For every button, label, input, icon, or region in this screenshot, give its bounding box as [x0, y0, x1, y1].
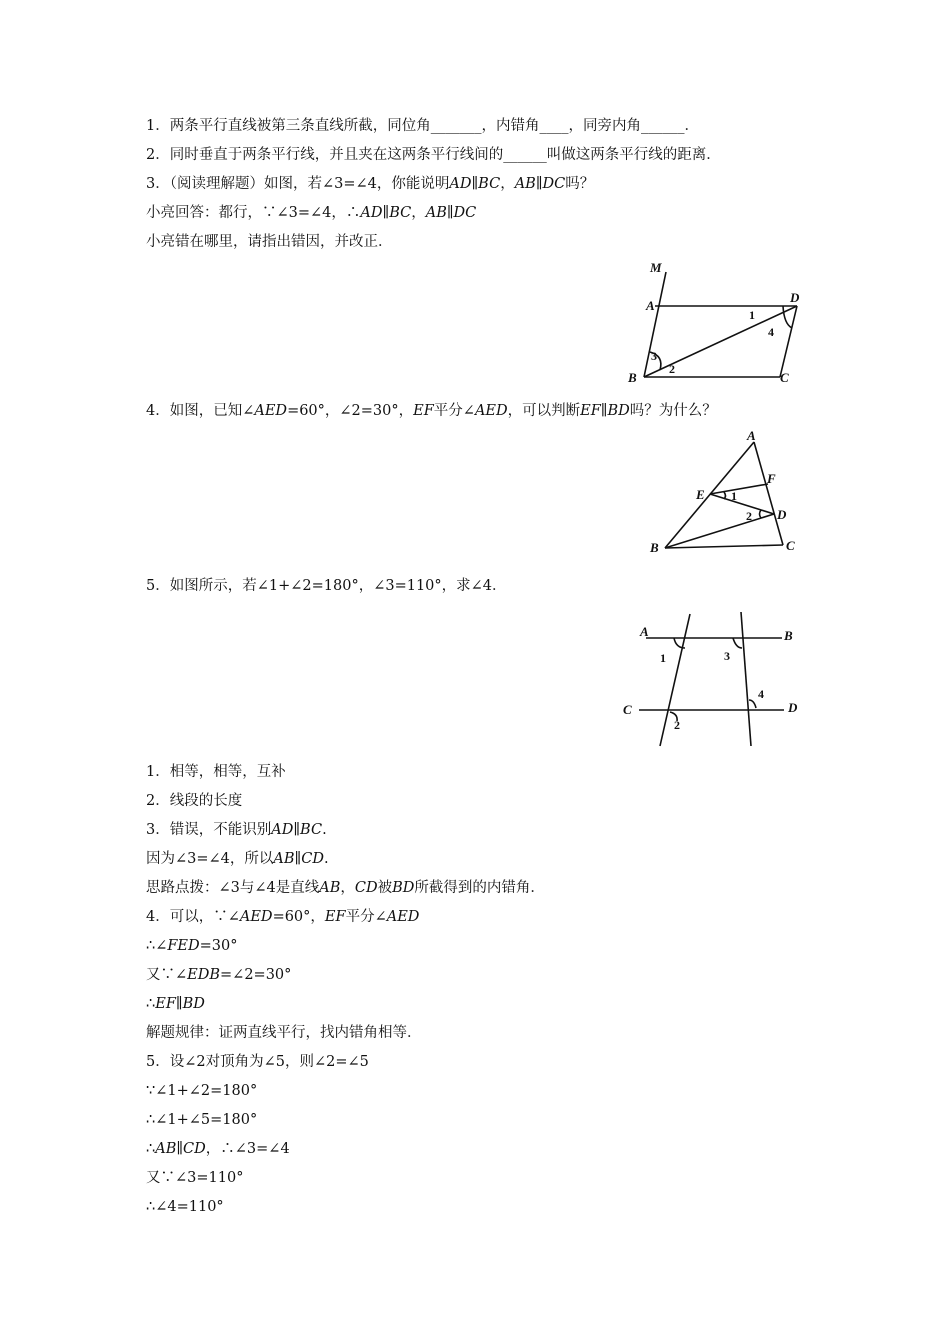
answer-1: 1．相等，相等，互补: [146, 764, 286, 780]
fig3-label-a: A: [640, 624, 649, 639]
q4-prefix: 4．如图，已知∠: [146, 403, 255, 419]
question-3: [146, 174, 594, 194]
fig3-label-c: C: [623, 702, 632, 717]
q3-sep: ，: [500, 176, 515, 192]
q4-mid1: =60°，∠2=30°，: [287, 403, 414, 419]
q3-suffix: 吗？: [565, 176, 595, 192]
a4-4-prefix: ∴: [146, 996, 156, 1012]
answer-5-line-2: ∵∠1+∠2=180°: [146, 1083, 258, 1099]
q3-prefix: 3．（阅读理解题）如图，若∠3=∠4，你能说明: [146, 176, 450, 192]
fig1-angle-3: 3: [651, 349, 657, 363]
a3-2-prefix: 因为∠3=∠4，所以: [146, 851, 274, 867]
a4-4-ef-bd: EF∥BD: [155, 996, 205, 1012]
fig2-angle-2: 2: [746, 509, 752, 523]
q4-mid3: ，可以判断: [507, 403, 581, 419]
answer-4-line-3: [146, 965, 291, 985]
q4-ef-bd: EF∥BD: [580, 403, 630, 419]
answer-2: 2．线段的长度: [146, 793, 243, 809]
a3-1-prefix: 3．错误，不能识别: [146, 822, 272, 838]
a3-3-prefix: 思路点拨：∠3与∠4是直线: [146, 880, 320, 896]
fig1-angle-1: 1: [749, 308, 755, 322]
fig1-angle-2: 2: [669, 362, 675, 376]
fig3-label-b: B: [784, 628, 793, 643]
fig1-line-dc: [780, 306, 797, 377]
fig2-label-e: E: [696, 487, 705, 502]
fig1-label-b: B: [628, 370, 637, 385]
question-2: 2．同时垂直于两条平行线，并且夹在这两条平行线间的______叫做这两条平行线的距离．: [146, 147, 721, 163]
a5-4-ab-cd: AB∥CD: [155, 1141, 206, 1157]
q3a-ab-dc: AB∥DC: [425, 205, 477, 221]
q3a-sep: ，: [411, 205, 426, 221]
question-4: [146, 401, 717, 421]
q3-ad-bc: AD∥BC: [449, 176, 501, 192]
question-3-answer: [146, 203, 476, 223]
a3-1-ad-bc: AD∥BC: [271, 822, 323, 838]
fig3-angle-1: 1: [660, 651, 666, 665]
a4-3-edb: EDB: [187, 967, 221, 983]
fig2-label-c: C: [786, 538, 795, 553]
fig3-angle-3: 3: [724, 649, 730, 663]
a3-1-suffix: .: [322, 822, 327, 838]
fig1-label-a: A: [646, 298, 655, 313]
q3a-ad-bc: AD∥BC: [360, 205, 412, 221]
fig1-angle-4: 4: [768, 325, 774, 339]
q3-ab-dc: AB∥DC: [514, 176, 566, 192]
figure-3: [618, 608, 818, 753]
fig2-line-ac: [754, 442, 783, 545]
a5-4-suffix: ，∴∠3=∠4: [205, 1141, 290, 1157]
q4-suffix: 吗？为什么？: [629, 403, 717, 419]
fig1-label-c: C: [780, 370, 789, 385]
fig2-line-bc: [665, 545, 783, 548]
answer-3-line-1: [146, 820, 327, 840]
a4-2-prefix: ∴∠: [146, 938, 168, 954]
a3-3-cd: CD: [354, 880, 378, 896]
a3-2-suffix: .: [323, 851, 329, 867]
fig2-angle-arc-2: [760, 510, 762, 518]
a3-3-ab: AB: [319, 880, 341, 896]
fig1-label-d: D: [790, 290, 800, 305]
a4-1-prefix: 4．可以，∵∠: [146, 909, 240, 925]
question-3-task: 小亮错在哪里，请指出错因，并改正．: [146, 234, 393, 250]
q3a-prefix: 小亮回答：都行，∵∠3=∠4，∴: [146, 205, 361, 221]
q4-mid2: 平分∠: [433, 403, 475, 419]
fig2-label-f: F: [767, 471, 776, 486]
answer-4-line-4: [146, 994, 205, 1014]
answer-5-line-1: 5．设∠2对顶角为∠5，则∠2=∠5: [146, 1054, 369, 1070]
fig2-line-bd: [665, 514, 774, 548]
a4-2-fed: FED: [167, 938, 200, 954]
q4-aed2: AED: [474, 403, 508, 419]
a3-3-bd: BD: [392, 880, 415, 896]
a3-3-mid: 被: [377, 880, 393, 896]
q4-ef: EF: [413, 403, 434, 419]
fig3-angle-arc-4: [749, 700, 756, 708]
question-5: 5．如图所示，若∠1+∠2=180°，∠3=110°，求∠4．: [146, 578, 507, 594]
a4-3-suffix: =∠2=30°: [220, 967, 292, 983]
answer-3-line-2: [146, 849, 329, 869]
answer-4-line-1: [146, 907, 419, 927]
a4-1-aed: AED: [239, 909, 273, 925]
a5-4-prefix: ∴: [146, 1141, 156, 1157]
fig2-line-ef: [710, 484, 768, 494]
a4-2-suffix: =30°: [199, 938, 238, 954]
fig2-label-a: A: [747, 428, 756, 443]
a4-1-mid: =60°，: [272, 909, 325, 925]
fig1-label-m: M: [650, 260, 662, 275]
a4-3-prefix: 又∵∠: [146, 967, 188, 983]
figure-2: [640, 428, 810, 558]
fig3-line-right-transversal: [741, 612, 751, 746]
fig1-line-bd: [644, 306, 797, 377]
answer-4-line-2: [146, 936, 238, 956]
fig2-angle-1: 1: [731, 489, 737, 503]
fig2-line-ed: [710, 494, 774, 514]
fig3-angle-arc-3: [733, 638, 742, 648]
fig3-angle-4: 4: [758, 687, 764, 701]
a3-3-sep: ，: [340, 880, 355, 896]
fig2-label-d: D: [777, 507, 787, 522]
fig2-line-ab: [665, 442, 754, 548]
answer-5-line-5: 又∵∠3=110°: [146, 1170, 244, 1186]
answer-5-line-6: ∴∠4=110°: [146, 1199, 224, 1215]
answer-3-line-3: [146, 878, 545, 898]
fig2-label-b: B: [650, 540, 659, 555]
a4-1-ef: EF: [324, 909, 346, 925]
answer-4-line-5: 解题规律：证两直线平行，找内错角相等．: [146, 1025, 422, 1041]
question-1: 1．两条平行直线被第三条直线所截，同位角_______，内错角____，同旁内角______．: [146, 118, 699, 134]
figure-1: [620, 262, 820, 387]
fig3-label-d: D: [788, 700, 798, 715]
fig3-angle-2: 2: [674, 718, 680, 732]
answer-5-line-3: ∴∠1+∠5=180°: [146, 1112, 258, 1128]
a4-1-mid2: 平分∠: [345, 909, 387, 925]
q4-aed: AED: [254, 403, 288, 419]
a4-1-aed2: AED: [386, 909, 420, 925]
answer-5-line-4: [146, 1139, 290, 1159]
fig2-angle-arc-1: [724, 492, 726, 499]
a3-2-ab-cd: AB∥CD: [273, 851, 324, 867]
a3-3-suffix: 所截得到的内错角．: [414, 880, 545, 896]
